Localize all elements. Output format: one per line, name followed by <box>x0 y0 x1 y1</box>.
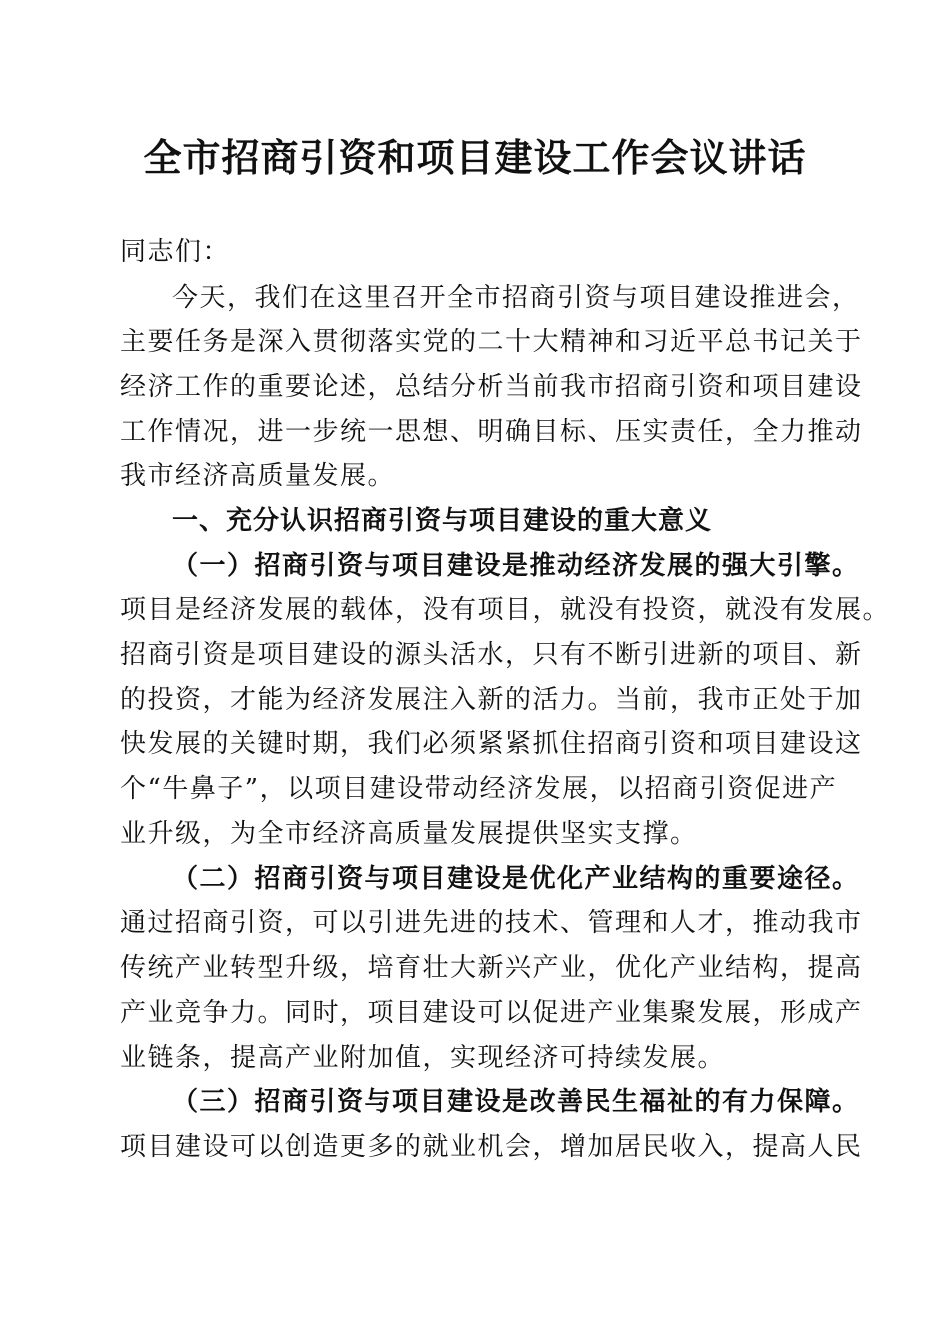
subsection-heading: （二）招商引资与项目建设是优化产业结构的重要途径。 <box>172 864 860 894</box>
paragraph-line: 项目是经济发展的载体，没有项目，就没有投资，就没有发展。 <box>120 595 891 625</box>
paragraph-line: 传统产业转型升级，培育壮大新兴产业，优化产业结构，提高 <box>120 953 863 983</box>
paragraph-line: 业升级，为全市经济高质量发展提供坚实支撑。 <box>120 819 698 849</box>
section-heading: 一、充分认识招商引资与项目建设的重大意义 <box>172 506 713 536</box>
subsection-heading: （一）招商引资与项目建设是推动经济发展的强大引擎。 <box>172 551 860 581</box>
paragraph-line: 招商引资是项目建设的源头活水，只有不断引进新的项目、新 <box>120 640 863 670</box>
paragraph-line: 主要任务是深入贯彻落实党的二十大精神和习近平总书记关于 <box>120 327 863 357</box>
paragraph-line: 业链条，提高产业附加值，实现经济可持续发展。 <box>120 1043 726 1073</box>
paragraph-line: 通过招商引资，可以引进先进的技术、管理和人才，推动我市 <box>120 908 863 938</box>
paragraph-line: 快发展的关键时期，我们必须紧紧抓住招商引资和项目建设这 <box>120 729 863 759</box>
paragraph-line: 我市经济高质量发展。 <box>120 461 396 491</box>
paragraph-line: 产业竞争力。同时，项目建设可以促进产业集聚发展，形成产 <box>120 998 863 1028</box>
subsection-heading: （三）招商引资与项目建设是改善民生福祉的有力保障。 <box>172 1087 860 1117</box>
paragraph-line: 个“牛鼻子”，以项目建设带动经济发展，以招商引资促进产 <box>120 774 838 804</box>
paragraph-line: 经济工作的重要论述，总结分析当前我市招商引资和项目建设 <box>120 372 863 402</box>
document-title: 全市招商引资和项目建设工作会议讲话 <box>143 135 807 180</box>
paragraph-line: 的投资，才能为经济发展注入新的活力。当前，我市正处于加 <box>120 685 863 715</box>
salutation: 同志们： <box>120 237 231 267</box>
paragraph-line: 工作情况，进一步统一思想、明确目标、压实责任，全力推动 <box>120 417 863 447</box>
paragraph-line: 项目建设可以创造更多的就业机会，增加居民收入，提高人民 <box>120 1132 863 1162</box>
paragraph-line: 今天，我们在这里召开全市招商引资与项目建设推进会， <box>172 283 860 313</box>
